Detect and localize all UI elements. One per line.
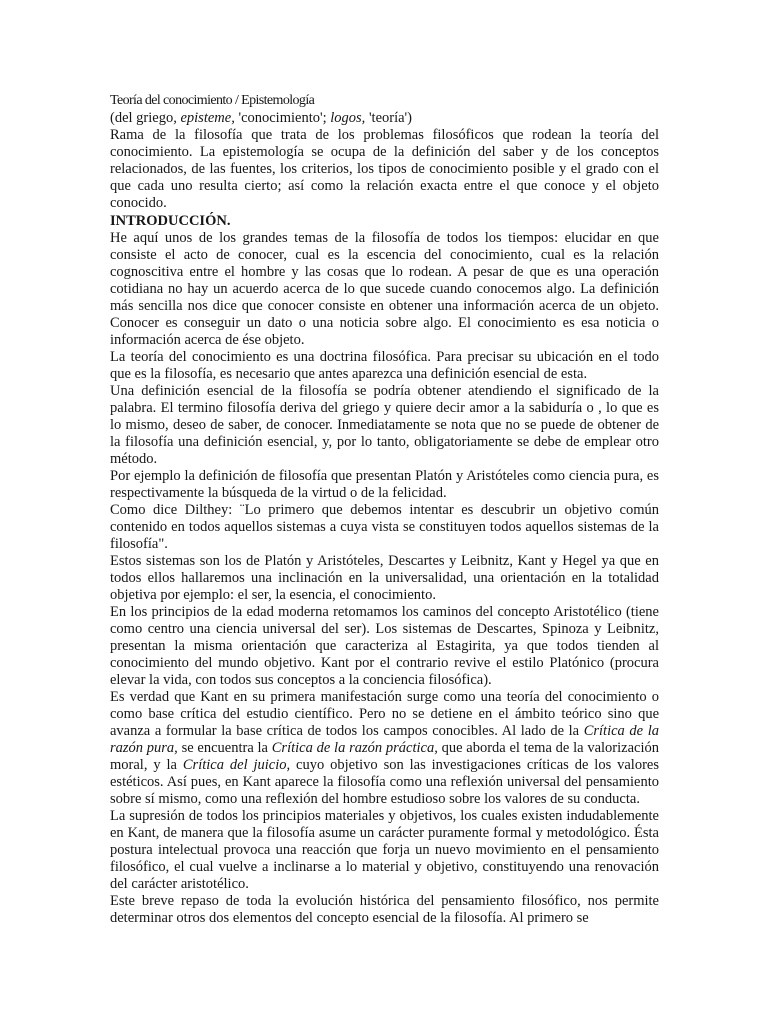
body-paragraph: En los principios de la edad moderna retomamos los caminos del concepto Aristotélico (tiene como centro una ciencia universal del ser). Los sistemas de Descartes, Spinoza y Leibnitz, presentan la misma orientación que caracteriza al Estagirita, ya que todos tienden al conocimiento del mundo objetivo. Kant por el contrario revive el estilo Platónico (procura elevar la vida, con todos sus conceptos a la conciencia filosófica). [110,604,659,688]
kant-text-part2: se encuentra la [177,740,272,756]
body-paragraph: Por ejemplo la definición de filosofía que presentan Platón y Aristóteles como ciencia pura, es respectivamente la búsqueda de la virtud o de la felicidad. [110,468,659,501]
body-paragraph: La supresión de todos los principios materiales y objetivos, los cuales existen indudablemente en Kant, de manera que la filosofía asume un carácter puramente formal y metodológico. Ésta postura intelectual provoca una reacción que forja un nuevo movimiento en el pensamiento filosófico, el cual vuelve a inclinarse a lo material y objetivo, constituyendo una renovación del carácter aristotélico. [110,808,659,892]
book-title-critica-razon-pura: Crítica de la razón pura, [110,723,659,756]
body-paragraph-truncated: Este breve repaso de toda la evolución histórica del pensamiento filosófico, nos permite determinar otros dos elementos del concepto esencial de la filosofía. Al primero se [110,893,659,926]
definition-paragraph: Rama de la filosofía que trata de los problemas filosóficos que rodean la teoría del conocimiento. La epistemología se ocupa de la definición del saber y de los conceptos relacionados, de las fuentes, los criterios, los tipos de conocimiento posible y el grado con el que cada uno resulta cierto; así como la relación exacta entre el que conoce y el objeto conocido. [110,127,659,211]
body-paragraph: Como dice Dilthey: ¨Lo primero que debemos intentar es descubrir un objetivo común contenido en todos aquellos sistemas a cuya vista se constituyen todos aquellos sistemas de la filosofía". [110,502,659,552]
etymology-word-logos: logos, [330,110,366,126]
section-heading: INTRODUCCIÓN. [110,213,231,229]
kant-paragraph [110,689,659,808]
document-title: Teoría del conocimiento / Epistemología [110,93,315,108]
etymology-word-episteme: episteme, [180,110,235,126]
etymology-line [110,110,659,127]
body-paragraph: Una definición esencial de la filosofía se podría obtener atendiendo el significado de la palabra. El termino filosofía deriva del griego y quiere decir amor a la sabiduría o , lo que es lo mismo, deseo de saber, de conocer. Inmediatamente se nota que no se puede de obtener de la filosofía una definición esencial, y, por lo tanto, obligatoriamente se debe de emplear otro método. [110,383,659,467]
kant-text-part4: cuyo objetivo son las investigaciones críticas de los valores estéticos. Así pues, en Kant aparece la filosofía como una reflexión universal del pensamiento sobre sí mismo, como una reflexión del hombre estudioso sobre los valores de su conducta. [110,757,659,807]
etymology-prefix: (del griego, [110,110,181,126]
kant-text-part3: que aborda el tema de la valorización moral, y la [110,740,659,773]
kant-text-part1: Es verdad que Kant en su primera manifestación surge como una teoría del conocimiento o como base crítica del estudio científico. Pero no se detiene en el ámbito teórico sino que avanza a formular la base crítica de todos los campos conocibles. Al lado de la [110,689,659,739]
body-paragraph: He aquí unos de los grandes temas de la filosofía de todos los tiempos: elucidar en que consiste el acto de conocer, cual es la escencia del conocimiento, cual es la relación cognoscitiva entre el hombre y las cosas que lo rodean. A pesar de que es una operación cotidiana no hay un acuerdo acerca de lo que sucede cuando conocemos algo. La definición más sencilla nos dice que conocer consiste en obtener una información acerca de un objeto. Conocer es conseguir un dato o una noticia sobre algo. El conocimiento es esa noticia o información acerca de ése objeto. [110,230,659,348]
book-title-critica-razon-practica: Crítica de la razón práctica, [271,740,438,756]
body-paragraph: La teoría del conocimiento es una doctrina filosófica. Para precisar su ubicación en el todo que es la filosofía, es necesario que antes aparezca una definición esencial de esta. [110,349,659,382]
book-title-critica-juicio: Crítica del juicio, [182,757,291,773]
body-paragraph: Estos sistemas son los de Platón y Aristóteles, Descartes y Leibnitz, Kant y Hegel ya que en todos ellos hallaremos una inclinación en la universalidad, una orientación en la totalidad objetiva por ejemplo: el ser, la esencia, el conocimiento. [110,553,659,603]
etymology-mid: 'conocimiento'; [234,110,331,126]
etymology-suffix: 'teoría') [365,110,412,126]
document-page [110,92,659,927]
